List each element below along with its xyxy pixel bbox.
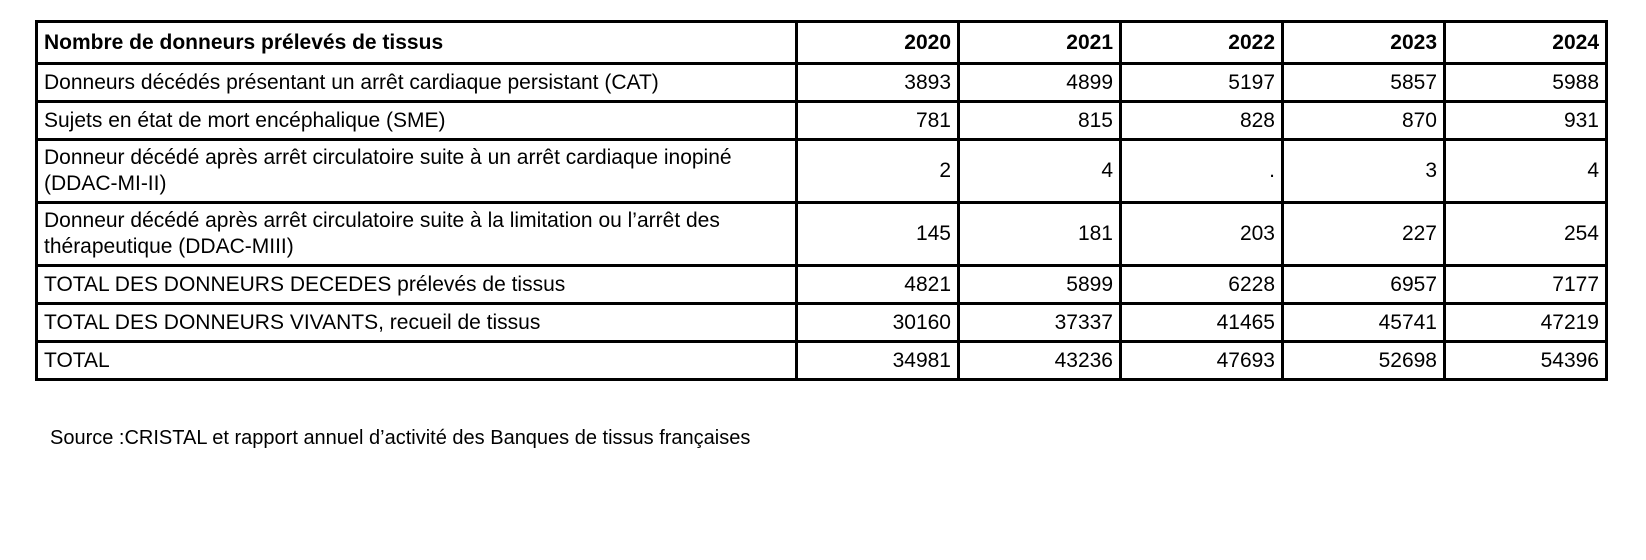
value-cell: 227 [1283,203,1445,266]
table-row [37,102,1607,140]
row-label-cell: Donneur décédé après arrêt circulatoire suite à un arrêt cardiaque inopiné (DDAC-MI-II) [37,140,797,203]
value-cell: 54396 [1445,342,1607,380]
value-cell: 52698 [1283,342,1445,380]
value-cell: 6228 [1121,266,1283,304]
value-cell: 3893 [797,64,959,102]
value-cell: 203 [1121,203,1283,266]
row-label-cell: Sujets en état de mort encéphalique (SME) [37,102,797,140]
row-label-cell: TOTAL DES DONNEURS DECEDES prélevés de tissus [37,266,797,304]
value-cell: 181 [959,203,1121,266]
value-cell: 7177 [1445,266,1607,304]
value-cell: 30160 [797,304,959,342]
value-cell: 931 [1445,102,1607,140]
table-row [37,266,1607,304]
table-row [37,304,1607,342]
row-label-cell: TOTAL DES DONNEURS VIVANTS, recueil de tissus [37,304,797,342]
value-cell: 815 [959,102,1121,140]
table-header-row [37,22,1607,64]
row-label-cell: Donneur décédé après arrêt circulatoire suite à la limitation ou l’arrêt des thérapeutique (DDAC-MIII) [37,203,797,266]
table-row [37,64,1607,102]
value-cell: 4 [1445,140,1607,203]
value-cell: 3 [1283,140,1445,203]
value-cell: 870 [1283,102,1445,140]
tissue-donors-table [35,20,1608,381]
value-cell: 43236 [959,342,1121,380]
table-body [37,64,1607,380]
row-label-cell: TOTAL [37,342,797,380]
source-note: Source :CRISTAL et rapport annuel d’activité des Banques de tissus françaises [50,427,751,449]
table-title-cell: Nombre de donneurs prélevés de tissus [37,22,797,64]
value-cell: 41465 [1121,304,1283,342]
value-cell: 4 [959,140,1121,203]
table-row [37,140,1607,203]
value-cell: 254 [1445,203,1607,266]
value-cell: 828 [1121,102,1283,140]
year-header-2023: 2023 [1283,22,1445,64]
value-cell: 37337 [959,304,1121,342]
row-label-cell: Donneurs décédés présentant un arrêt cardiaque persistant (CAT) [37,64,797,102]
value-cell: 781 [797,102,959,140]
year-header-2022: 2022 [1121,22,1283,64]
value-cell: 5899 [959,266,1121,304]
value-cell: 34981 [797,342,959,380]
value-cell: . [1121,140,1283,203]
value-cell: 145 [797,203,959,266]
value-cell: 6957 [1283,266,1445,304]
value-cell: 4899 [959,64,1121,102]
value-cell: 45741 [1283,304,1445,342]
value-cell: 4821 [797,266,959,304]
table-row [37,203,1607,266]
value-cell: 47693 [1121,342,1283,380]
year-header-2024: 2024 [1445,22,1607,64]
year-header-2021: 2021 [959,22,1121,64]
value-cell: 47219 [1445,304,1607,342]
value-cell: 2 [797,140,959,203]
year-header-2020: 2020 [797,22,959,64]
value-cell: 5197 [1121,64,1283,102]
table-row [37,342,1607,380]
value-cell: 5988 [1445,64,1607,102]
value-cell: 5857 [1283,64,1445,102]
